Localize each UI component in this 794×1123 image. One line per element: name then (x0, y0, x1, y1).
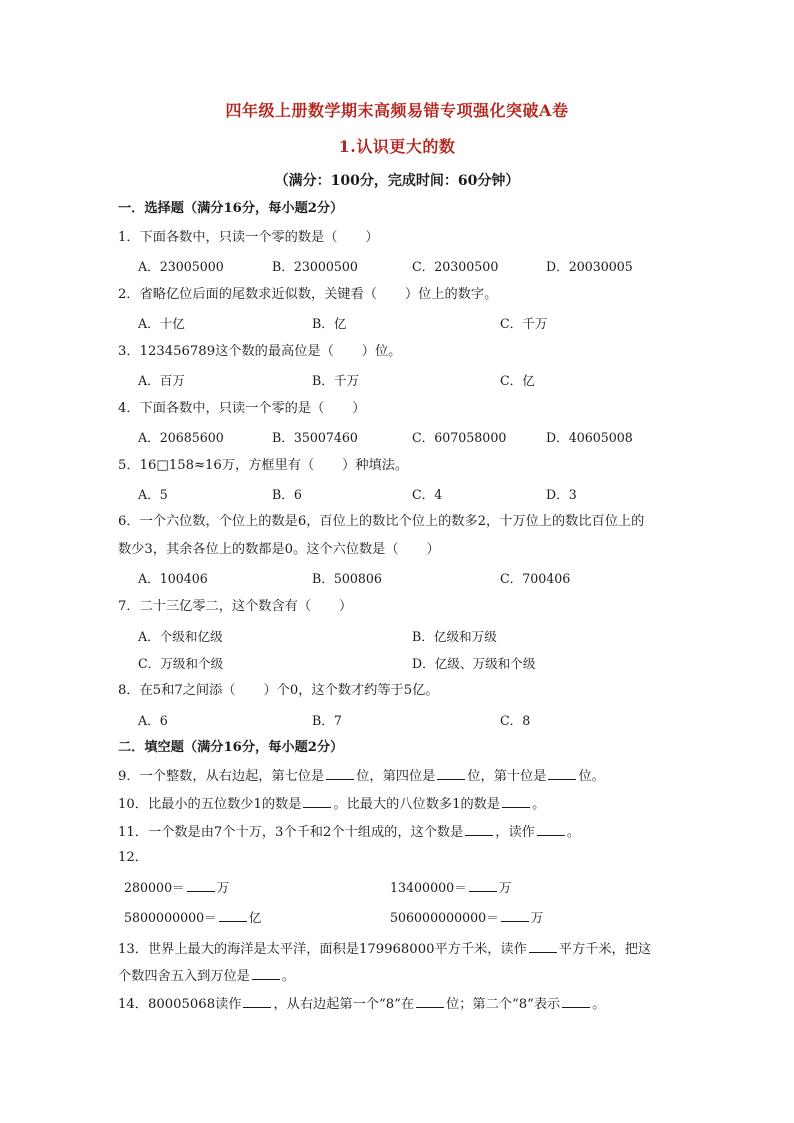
answer-blank[interactable] (562, 994, 590, 1008)
question-5: 5．16□158≈16万，方框里有（ ）种填法。 (118, 458, 409, 473)
answer-blank[interactable] (529, 939, 557, 953)
chapter-title: 1.认识更大的数 (338, 137, 456, 156)
q5-option-a[interactable]: A．5 (138, 487, 168, 502)
question-2: 2．省略亿位后面的尾数求近似数，关键看（ ）位上的数字。 (118, 287, 498, 302)
question-8: 8．在5和7之间添（ ）个0，这个数才约等于5亿。 (118, 683, 439, 698)
q12-item-4: 506000000000＝ 万 (390, 910, 544, 925)
question-12: 12． (118, 850, 148, 865)
q8-option-b[interactable]: B．7 (312, 713, 342, 728)
q4-option-d[interactable]: D．40605008 (546, 430, 633, 445)
q12-item-3: 5800000000＝ 亿 (124, 910, 262, 925)
q1-option-c[interactable]: C．20300500 (412, 259, 499, 274)
q3-option-b[interactable]: B．千万 (312, 373, 360, 388)
q8-option-c[interactable]: C．8 (500, 713, 531, 728)
q4-option-a[interactable]: A．20685600 (138, 430, 224, 445)
answer-blank[interactable] (219, 908, 247, 922)
q7-option-d[interactable]: D．亿级、万级和个级 (412, 656, 536, 671)
question-11: 11．一个数是由7个十万，3个千和2个十组成的，这个数是 ，读作 。 (118, 822, 580, 842)
answer-blank[interactable] (469, 878, 497, 892)
section-heading-fill: 二．填空题（满分16分，每小题2分） (118, 740, 344, 755)
q1-option-d[interactable]: D．20030005 (546, 259, 633, 274)
question-13-line2: 个数四舍五入到万位是 。 (118, 966, 295, 986)
q7-option-b[interactable]: B．亿级和万级 (412, 629, 497, 644)
question-6-line2: 数少3，其余各位上的数都是0。这个六位数是（ ） (118, 542, 440, 557)
q4-option-b[interactable]: B．35007460 (272, 430, 358, 445)
q6-option-a[interactable]: A．100406 (138, 571, 208, 586)
answer-blank[interactable] (501, 908, 529, 922)
q5-option-c[interactable]: C．4 (412, 487, 443, 502)
answer-blank[interactable] (416, 994, 444, 1008)
answer-blank[interactable] (537, 822, 565, 836)
answer-blank[interactable] (303, 794, 331, 808)
q6-option-b[interactable]: B．500806 (312, 571, 382, 586)
question-9: 9．一个整数，从右边起，第七位是 位，第四位是 位，第十位是 位。 (118, 766, 605, 786)
q8-option-a[interactable]: A．6 (138, 713, 168, 728)
answer-blank[interactable] (243, 994, 271, 1008)
question-3: 3．123456789这个数的最高位是（ ）位。 (118, 344, 402, 359)
q7-option-a[interactable]: A．个级和亿级 (138, 629, 223, 644)
q12-item-1: 280000＝ 万 (124, 880, 230, 895)
answer-blank[interactable] (252, 966, 280, 980)
q3-option-a[interactable]: A．百万 (138, 373, 185, 388)
question-13-line1: 13．世界上最大的海洋是太平洋，面积是179968000平方千米，读作 平方千米，把这 (118, 939, 651, 959)
answer-blank[interactable] (187, 878, 215, 892)
q4-option-c[interactable]: C．607058000 (412, 430, 507, 445)
question-7: 7．二十三亿零二，这个数含有（ ） (118, 599, 353, 614)
question-14: 14．80005068读作 ，从右边起第一个“8”在 位；第二个“8”表示 。 (118, 994, 605, 1014)
q1-option-a[interactable]: A．23005000 (138, 259, 224, 274)
section-heading-choice: 一．选择题（满分16分，每小题2分） (118, 201, 344, 216)
score-info: （满分：100分，完成时间：60分钟） (274, 173, 520, 189)
answer-blank[interactable] (437, 766, 465, 780)
q5-option-b[interactable]: B．6 (272, 487, 302, 502)
q2-option-a[interactable]: A．十亿 (138, 316, 185, 331)
answer-blank[interactable] (502, 794, 530, 808)
q5-option-d[interactable]: D．3 (546, 487, 577, 502)
answer-blank[interactable] (465, 822, 493, 836)
question-6-line1: 6．一个六位数，个位上的数是6，百位上的数比个位上的数多2，十万位上的数比百位上的 (118, 514, 645, 529)
question-1: 1．下面各数中，只读一个零的数是（ ） (118, 230, 379, 245)
q3-option-c[interactable]: C．亿 (500, 373, 535, 388)
question-4: 4．下面各数中，只读一个零的是（ ） (118, 401, 366, 416)
answer-blank[interactable] (326, 766, 354, 780)
q12-item-2: 13400000＝ 万 (390, 880, 512, 895)
q6-option-c[interactable]: C．700406 (500, 571, 571, 586)
q7-option-c[interactable]: C．万级和个级 (138, 656, 224, 671)
question-10: 10．比最小的五位数少1的数是 。比最大的八位数多1的数是 。 (118, 794, 545, 814)
q2-option-b[interactable]: B．亿 (312, 316, 347, 331)
answer-blank[interactable] (548, 766, 576, 780)
q2-option-c[interactable]: C．千万 (500, 316, 548, 331)
q1-option-b[interactable]: B．23000500 (272, 259, 358, 274)
worksheet-title: 四年级上册数学期末高频易错专项强化突破A卷 (225, 101, 569, 120)
